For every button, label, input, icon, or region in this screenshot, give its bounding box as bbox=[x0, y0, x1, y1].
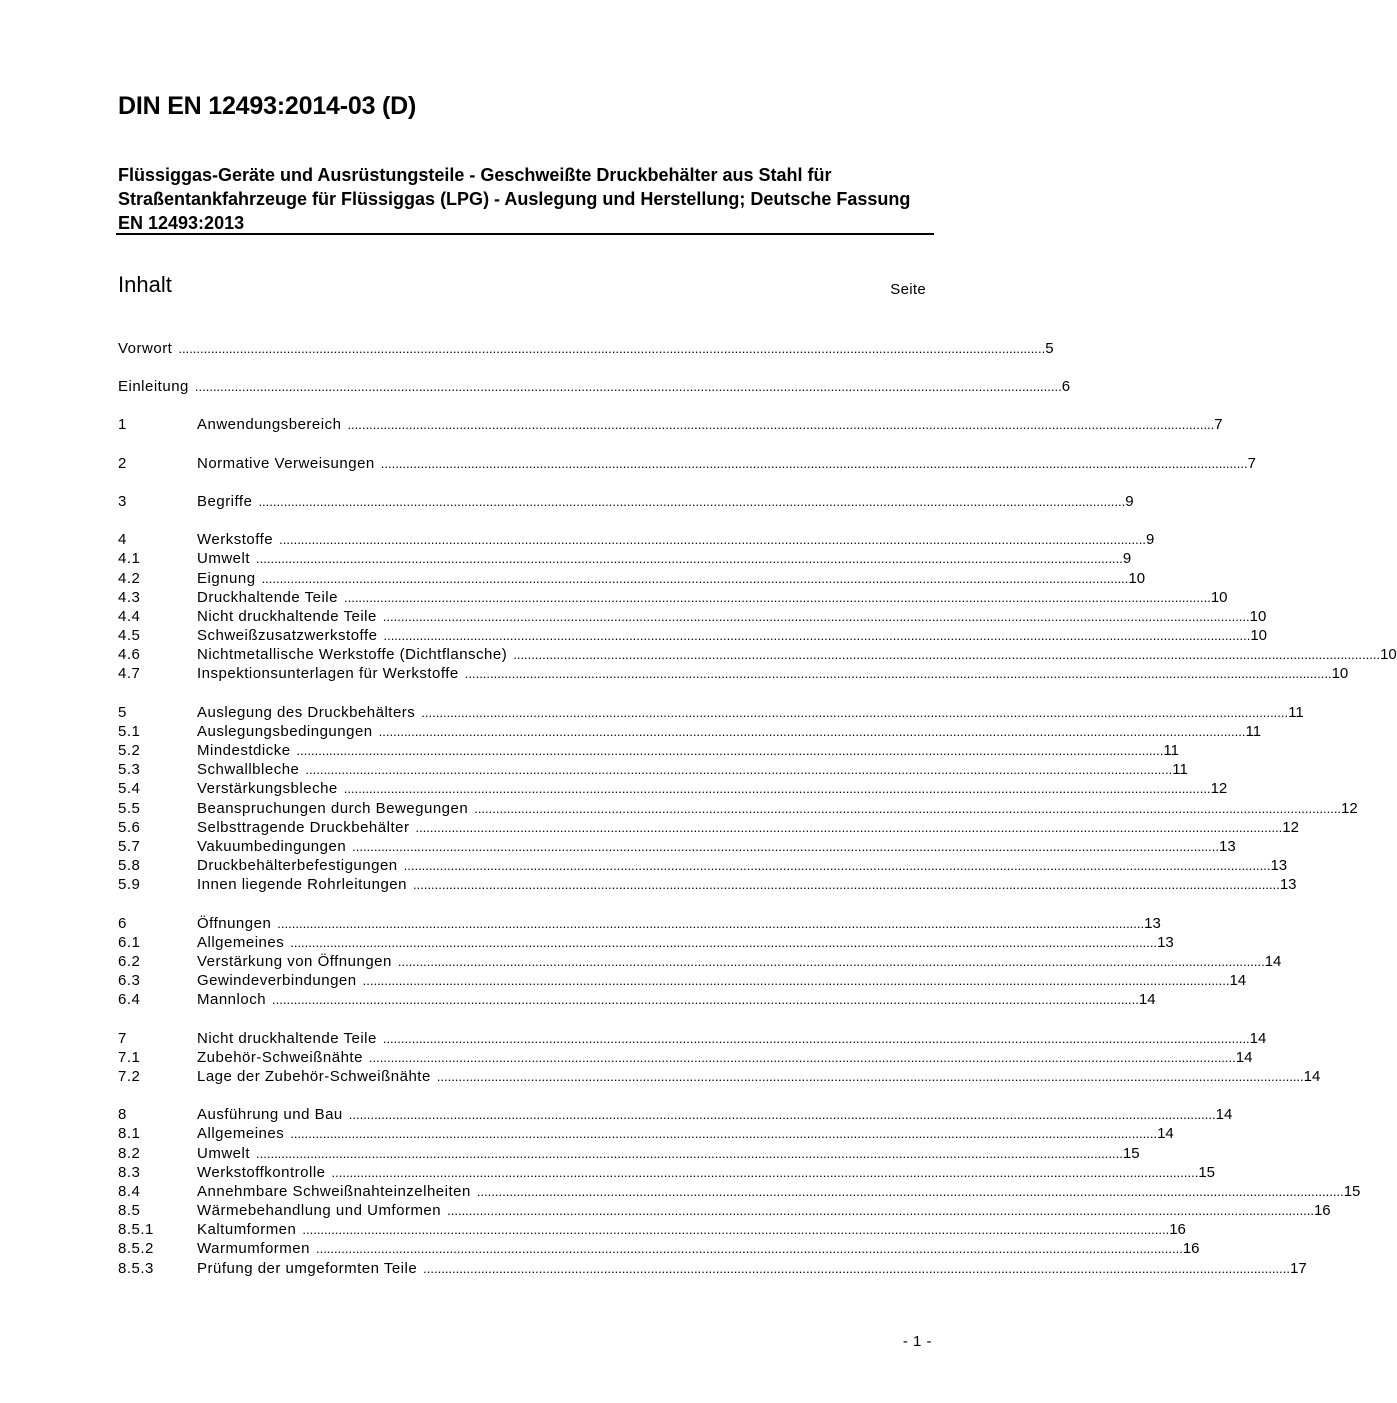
toc-entry[interactable] bbox=[118, 837, 1236, 856]
toc-entry-leader-dots bbox=[383, 626, 1250, 645]
toc-entry-page: 16 bbox=[1182, 1240, 1200, 1257]
toc-entry-leader-dots bbox=[381, 454, 1248, 473]
toc-entry-title: Öffnungen bbox=[197, 915, 272, 932]
toc-entry-title: Umwelt bbox=[197, 1145, 251, 1162]
toc-entry-page: 16 bbox=[1313, 1202, 1331, 1219]
toc-entry-leader-dots bbox=[474, 799, 1341, 818]
toc-entry-title: Wärmebehandlung und Umformen bbox=[197, 1202, 442, 1219]
toc-entry-title: Innen liegende Rohrleitungen bbox=[197, 876, 407, 893]
toc-entry-title: Allgemeines bbox=[197, 934, 285, 951]
toc-entry-number: 8.3 bbox=[118, 1164, 141, 1181]
toc-entry-leader-dots bbox=[404, 856, 1271, 875]
toc-entry-page: 13 bbox=[1144, 915, 1161, 932]
toc-entry-page: 11 bbox=[1288, 704, 1304, 721]
toc-entry-page: 9 bbox=[1145, 531, 1155, 548]
toc-entry-number: 6.1 bbox=[118, 934, 141, 951]
toc-entry-leader-dots bbox=[363, 971, 1230, 990]
toc-entry-page: 14 bbox=[1235, 1049, 1253, 1066]
toc-entry[interactable] bbox=[118, 569, 1146, 588]
toc-entry-leader-dots bbox=[513, 645, 1380, 664]
toc-entry-title: Schweißzusatzwerkstoffe bbox=[197, 627, 378, 644]
toc-entry-leader-dots bbox=[344, 779, 1211, 798]
toc-entry-title: Gewindeverbindungen bbox=[197, 972, 357, 989]
toc-entry-leader-dots bbox=[383, 607, 1250, 626]
toc-entry-page: 14 bbox=[1138, 991, 1156, 1008]
toc-entry-number: 5.6 bbox=[118, 819, 141, 836]
toc-entry-number: 7 bbox=[118, 1030, 127, 1047]
toc-entry-page: 9 bbox=[1125, 493, 1134, 510]
toc-entry-leader-dots bbox=[344, 588, 1211, 607]
toc-entry-number: 8.5.1 bbox=[118, 1221, 154, 1238]
toc-entry-number: 4.4 bbox=[118, 608, 141, 625]
toc-entry-page: 10 bbox=[1250, 627, 1267, 644]
toc-entry-page: 10 bbox=[1128, 570, 1146, 587]
toc-entry-number: 4.2 bbox=[118, 570, 141, 587]
toc-entry[interactable] bbox=[118, 1182, 1361, 1201]
toc-entry[interactable] bbox=[118, 703, 1304, 722]
toc-entry-title: Begriffe bbox=[197, 493, 253, 510]
toc-entry[interactable] bbox=[118, 1124, 1174, 1143]
toc-entry[interactable] bbox=[118, 454, 1256, 473]
toc-entry[interactable] bbox=[118, 741, 1179, 760]
toc-entry[interactable] bbox=[118, 645, 1397, 664]
toc-entry-number: 6.2 bbox=[118, 953, 141, 970]
toc-entry[interactable] bbox=[118, 779, 1228, 798]
toc-entry-title: Druckbehälterbefestigungen bbox=[197, 857, 398, 874]
toc-entry-page: 14 bbox=[1249, 1030, 1267, 1047]
toc-entry-page: 15 bbox=[1343, 1183, 1361, 1200]
toc-entry-leader-dots bbox=[302, 1220, 1169, 1239]
toc-entry[interactable] bbox=[118, 1144, 1140, 1163]
toc-entry-title: Eignung bbox=[197, 570, 256, 587]
toc-entry-title: Annehmbare Schweißnahteinzelheiten bbox=[197, 1183, 471, 1200]
toc-entry-number: 4.7 bbox=[118, 665, 141, 682]
toc-entry-leader-dots bbox=[178, 339, 1045, 358]
toc-entry-leader-dots bbox=[421, 703, 1288, 722]
toc-page-column-label: Seite bbox=[890, 281, 926, 298]
toc-entry-number: 5.3 bbox=[118, 761, 141, 778]
toc-entry[interactable] bbox=[118, 492, 1134, 511]
toc-entry-title: Schwallbleche bbox=[197, 761, 300, 778]
toc-entry-number: 5.8 bbox=[118, 857, 141, 874]
toc-entry-leader-dots bbox=[347, 415, 1214, 434]
toc-entry-title: Nicht druckhaltende Teile bbox=[197, 608, 377, 625]
toc-entry-page: 10 bbox=[1380, 646, 1397, 663]
toc-entry[interactable] bbox=[118, 971, 1247, 990]
toc-entry-title: Vakuumbedingungen bbox=[197, 838, 347, 855]
toc-entry-number: 4.3 bbox=[118, 589, 141, 606]
document-subtitle: Flüssiggas-Geräte und Ausrüstungsteile - Geschweißte Druckbehälter aus Stahl für Straßentankfahrzeuge für Flüssiggas (LPG) - Auslegung und Herstellung; Deutsche Fassung EN 12493:2013 bbox=[118, 165, 911, 233]
toc-entry-title: Allgemeines bbox=[197, 1125, 285, 1142]
toc-entry-leader-dots bbox=[379, 722, 1246, 741]
toc-entry-page: 16 bbox=[1169, 1221, 1186, 1238]
toc-entry-title: Nichtmetallische Werkstoffe (Dichtflansche) bbox=[197, 646, 508, 663]
toc-entry-page: 10 bbox=[1331, 665, 1349, 682]
toc-heading: Inhalt bbox=[118, 272, 172, 297]
toc-entry[interactable] bbox=[118, 722, 1262, 741]
toc-entry-page: 13 bbox=[1279, 876, 1297, 893]
toc-entry[interactable] bbox=[118, 1220, 1186, 1239]
toc-entry-leader-dots bbox=[316, 1239, 1183, 1258]
toc-entry-leader-dots bbox=[383, 1029, 1250, 1048]
toc-entry-leader-dots bbox=[290, 933, 1157, 952]
toc-entry[interactable] bbox=[118, 1259, 1307, 1278]
toc-entry[interactable] bbox=[118, 1163, 1216, 1182]
toc-entry-leader-dots bbox=[465, 664, 1332, 683]
toc-entry-leader-dots bbox=[423, 1259, 1290, 1278]
toc-entry-number: 8.4 bbox=[118, 1183, 141, 1200]
toc-entry-leader-dots bbox=[413, 875, 1280, 894]
toc-entry-leader-dots bbox=[258, 492, 1125, 511]
toc-entry-page: 14 bbox=[1157, 1125, 1174, 1142]
toc-entry-title: Lage der Zubehör-Schweißnähte bbox=[197, 1068, 431, 1085]
toc-entry-number: 4.5 bbox=[118, 627, 141, 644]
toc-entry[interactable] bbox=[118, 818, 1299, 837]
toc-entry[interactable] bbox=[118, 1048, 1253, 1067]
toc-entry-leader-dots bbox=[195, 377, 1062, 396]
toc-entry[interactable] bbox=[118, 549, 1132, 568]
toc-entry-page: 5 bbox=[1045, 340, 1054, 357]
toc-entry-title: Werkstoffkontrolle bbox=[197, 1164, 326, 1181]
toc-entry-title: Auslegungsbedingungen bbox=[197, 723, 373, 740]
toc-entry-title: Verstärkungsbleche bbox=[197, 780, 338, 797]
toc-entry-title: Inspektionsunterlagen für Werkstoffe bbox=[197, 665, 459, 682]
toc-entry[interactable] bbox=[118, 990, 1156, 1009]
toc-entry[interactable] bbox=[118, 664, 1349, 683]
toc-entry-number: 8.5.2 bbox=[118, 1240, 154, 1257]
toc-entry[interactable] bbox=[118, 530, 1155, 549]
toc-entry-page: 14 bbox=[1264, 953, 1282, 970]
toc-entry-page: 14 bbox=[1303, 1068, 1321, 1085]
toc-entry-leader-dots bbox=[447, 1201, 1314, 1220]
toc-entry-number: 5.5 bbox=[118, 800, 141, 817]
toc-entry-leader-dots bbox=[398, 952, 1265, 971]
toc-entry[interactable] bbox=[118, 856, 1288, 875]
toc-entry[interactable] bbox=[118, 1239, 1200, 1258]
toc-entry-number: 5 bbox=[118, 704, 127, 721]
toc-entry[interactable] bbox=[118, 914, 1161, 933]
toc-entry-page: 15 bbox=[1198, 1164, 1216, 1181]
toc-entry-leader-dots bbox=[290, 1124, 1157, 1143]
toc-entry-leader-dots bbox=[272, 990, 1139, 1009]
toc-entry-title: Prüfung der umgeformten Teile bbox=[197, 1260, 418, 1277]
toc-entry-number: 4.6 bbox=[118, 646, 141, 663]
toc-entry-number: 6 bbox=[118, 915, 127, 932]
toc-entry-title: Mannloch bbox=[197, 991, 267, 1008]
toc-entry-page: 11 bbox=[1245, 723, 1262, 740]
toc-entry-number: 7.1 bbox=[118, 1049, 141, 1066]
toc-entry-page: 12 bbox=[1282, 819, 1299, 836]
toc-entry-number: 4.1 bbox=[118, 550, 141, 567]
toc-entry-title: Anwendungsbereich bbox=[197, 416, 342, 433]
toc-entry[interactable] bbox=[118, 1067, 1321, 1086]
toc-entry-leader-dots bbox=[349, 1105, 1216, 1124]
toc-entry-page: 14 bbox=[1215, 1106, 1233, 1123]
toc-entry[interactable] bbox=[118, 875, 1297, 894]
toc-entry-title: Druckhaltende Teile bbox=[197, 589, 338, 606]
toc-entry[interactable] bbox=[118, 607, 1267, 626]
toc-entry[interactable] bbox=[118, 1201, 1331, 1220]
toc-entry-page: 12 bbox=[1341, 800, 1358, 817]
toc-entry-number: 8.5 bbox=[118, 1202, 141, 1219]
toc-entry-page: 6 bbox=[1061, 378, 1071, 395]
toc-entry-number: 5.9 bbox=[118, 876, 141, 893]
toc-entry-leader-dots bbox=[256, 549, 1123, 568]
toc-entry-leader-dots bbox=[256, 1144, 1123, 1163]
toc-entry-title: Normative Verweisungen bbox=[197, 455, 375, 472]
toc-entry-title: Mindestdicke bbox=[197, 742, 291, 759]
toc-entry-title: Einleitung bbox=[118, 378, 189, 395]
toc-entry-leader-dots bbox=[332, 1163, 1199, 1182]
toc-entry[interactable] bbox=[118, 933, 1174, 952]
toc-entry-number: 2 bbox=[118, 455, 127, 472]
toc-entry-title: Ausführung und Bau bbox=[197, 1106, 343, 1123]
toc-entry[interactable] bbox=[118, 799, 1358, 818]
toc-entry[interactable] bbox=[118, 626, 1267, 645]
toc-entry-leader-dots bbox=[305, 760, 1172, 779]
toc-entry[interactable] bbox=[118, 415, 1223, 434]
toc-entry-title: Werkstoffe bbox=[197, 531, 274, 548]
toc-entry[interactable] bbox=[118, 952, 1282, 971]
toc-entry-page: 7 bbox=[1247, 455, 1256, 472]
toc-entry-page: 7 bbox=[1214, 416, 1223, 433]
toc-entry-leader-dots bbox=[437, 1067, 1304, 1086]
toc-entry-title: Beanspruchungen durch Bewegungen bbox=[197, 800, 469, 817]
toc-entry-leader-dots bbox=[262, 569, 1129, 588]
toc-entry-page: 13 bbox=[1270, 857, 1288, 874]
toc-entry-title: Warmumformen bbox=[197, 1240, 310, 1257]
toc-entry-number: 5.2 bbox=[118, 742, 141, 759]
toc-entry[interactable] bbox=[118, 760, 1188, 779]
page-number: - 1 - bbox=[902, 1333, 932, 1350]
toc-entry-page: 13 bbox=[1219, 838, 1236, 855]
toc-entry[interactable] bbox=[118, 1029, 1267, 1048]
document-title: DIN EN 12493:2014-03 (D) bbox=[118, 92, 417, 120]
toc-entry-leader-dots bbox=[415, 818, 1282, 837]
toc-entry-leader-dots bbox=[369, 1048, 1236, 1067]
toc-entry-leader-dots bbox=[352, 837, 1219, 856]
toc-entry-page: 14 bbox=[1229, 972, 1247, 989]
toc-entry[interactable] bbox=[118, 1105, 1233, 1124]
toc-entry-number: 7.2 bbox=[118, 1068, 141, 1085]
toc-entry-number: 3 bbox=[118, 493, 127, 510]
toc-entry-page: 17 bbox=[1290, 1260, 1307, 1277]
toc-entry-page: 9 bbox=[1122, 550, 1132, 567]
toc-entry-number: 4 bbox=[118, 531, 127, 548]
toc-entry-leader-dots bbox=[297, 741, 1164, 760]
toc-entry-number: 1 bbox=[118, 416, 127, 433]
toc-entry-title: Kaltumformen bbox=[197, 1221, 297, 1238]
toc-entry-number: 6.4 bbox=[118, 991, 141, 1008]
toc-entry-number: 8.5.3 bbox=[118, 1260, 154, 1277]
toc-entry-page: 10 bbox=[1210, 589, 1228, 606]
toc-entry-number: 5.4 bbox=[118, 780, 141, 797]
toc-entry-number: 8.1 bbox=[118, 1125, 141, 1142]
toc-entry-page: 12 bbox=[1210, 780, 1228, 797]
toc-entry[interactable] bbox=[118, 588, 1228, 607]
toc-entry-page: 13 bbox=[1157, 934, 1174, 951]
toc-entry-leader-dots bbox=[477, 1182, 1344, 1201]
toc-entry-leader-dots bbox=[279, 530, 1146, 549]
table-of-contents bbox=[118, 0, 1397, 1403]
toc-entry-number: 6.3 bbox=[118, 972, 141, 989]
toc-entry[interactable] bbox=[118, 339, 1054, 358]
toc-entry-page: 15 bbox=[1122, 1145, 1140, 1162]
toc-entry-title: Auslegung des Druckbehälters bbox=[197, 704, 416, 721]
toc-entry-title: Umwelt bbox=[197, 550, 251, 567]
toc-entry-title: Verstärkung von Öffnungen bbox=[197, 953, 392, 970]
toc-entry-page: 10 bbox=[1249, 608, 1267, 625]
toc-entry-title: Zubehör-Schweißnähte bbox=[197, 1049, 363, 1066]
toc-entry[interactable] bbox=[118, 377, 1071, 396]
toc-entry-leader-dots bbox=[277, 914, 1144, 933]
toc-entry-number: 8 bbox=[118, 1106, 127, 1123]
toc-entry-page: 11 bbox=[1172, 761, 1188, 778]
toc-entry-number: 8.2 bbox=[118, 1145, 141, 1162]
toc-entry-title: Vorwort bbox=[118, 340, 173, 357]
toc-entry-number: 5.7 bbox=[118, 838, 141, 855]
toc-entry-page: 11 bbox=[1163, 742, 1179, 759]
toc-entry-title: Nicht druckhaltende Teile bbox=[197, 1030, 377, 1047]
toc-entry-number: 5.1 bbox=[118, 723, 141, 740]
toc-entry-title: Selbsttragende Druckbehälter bbox=[197, 819, 410, 836]
